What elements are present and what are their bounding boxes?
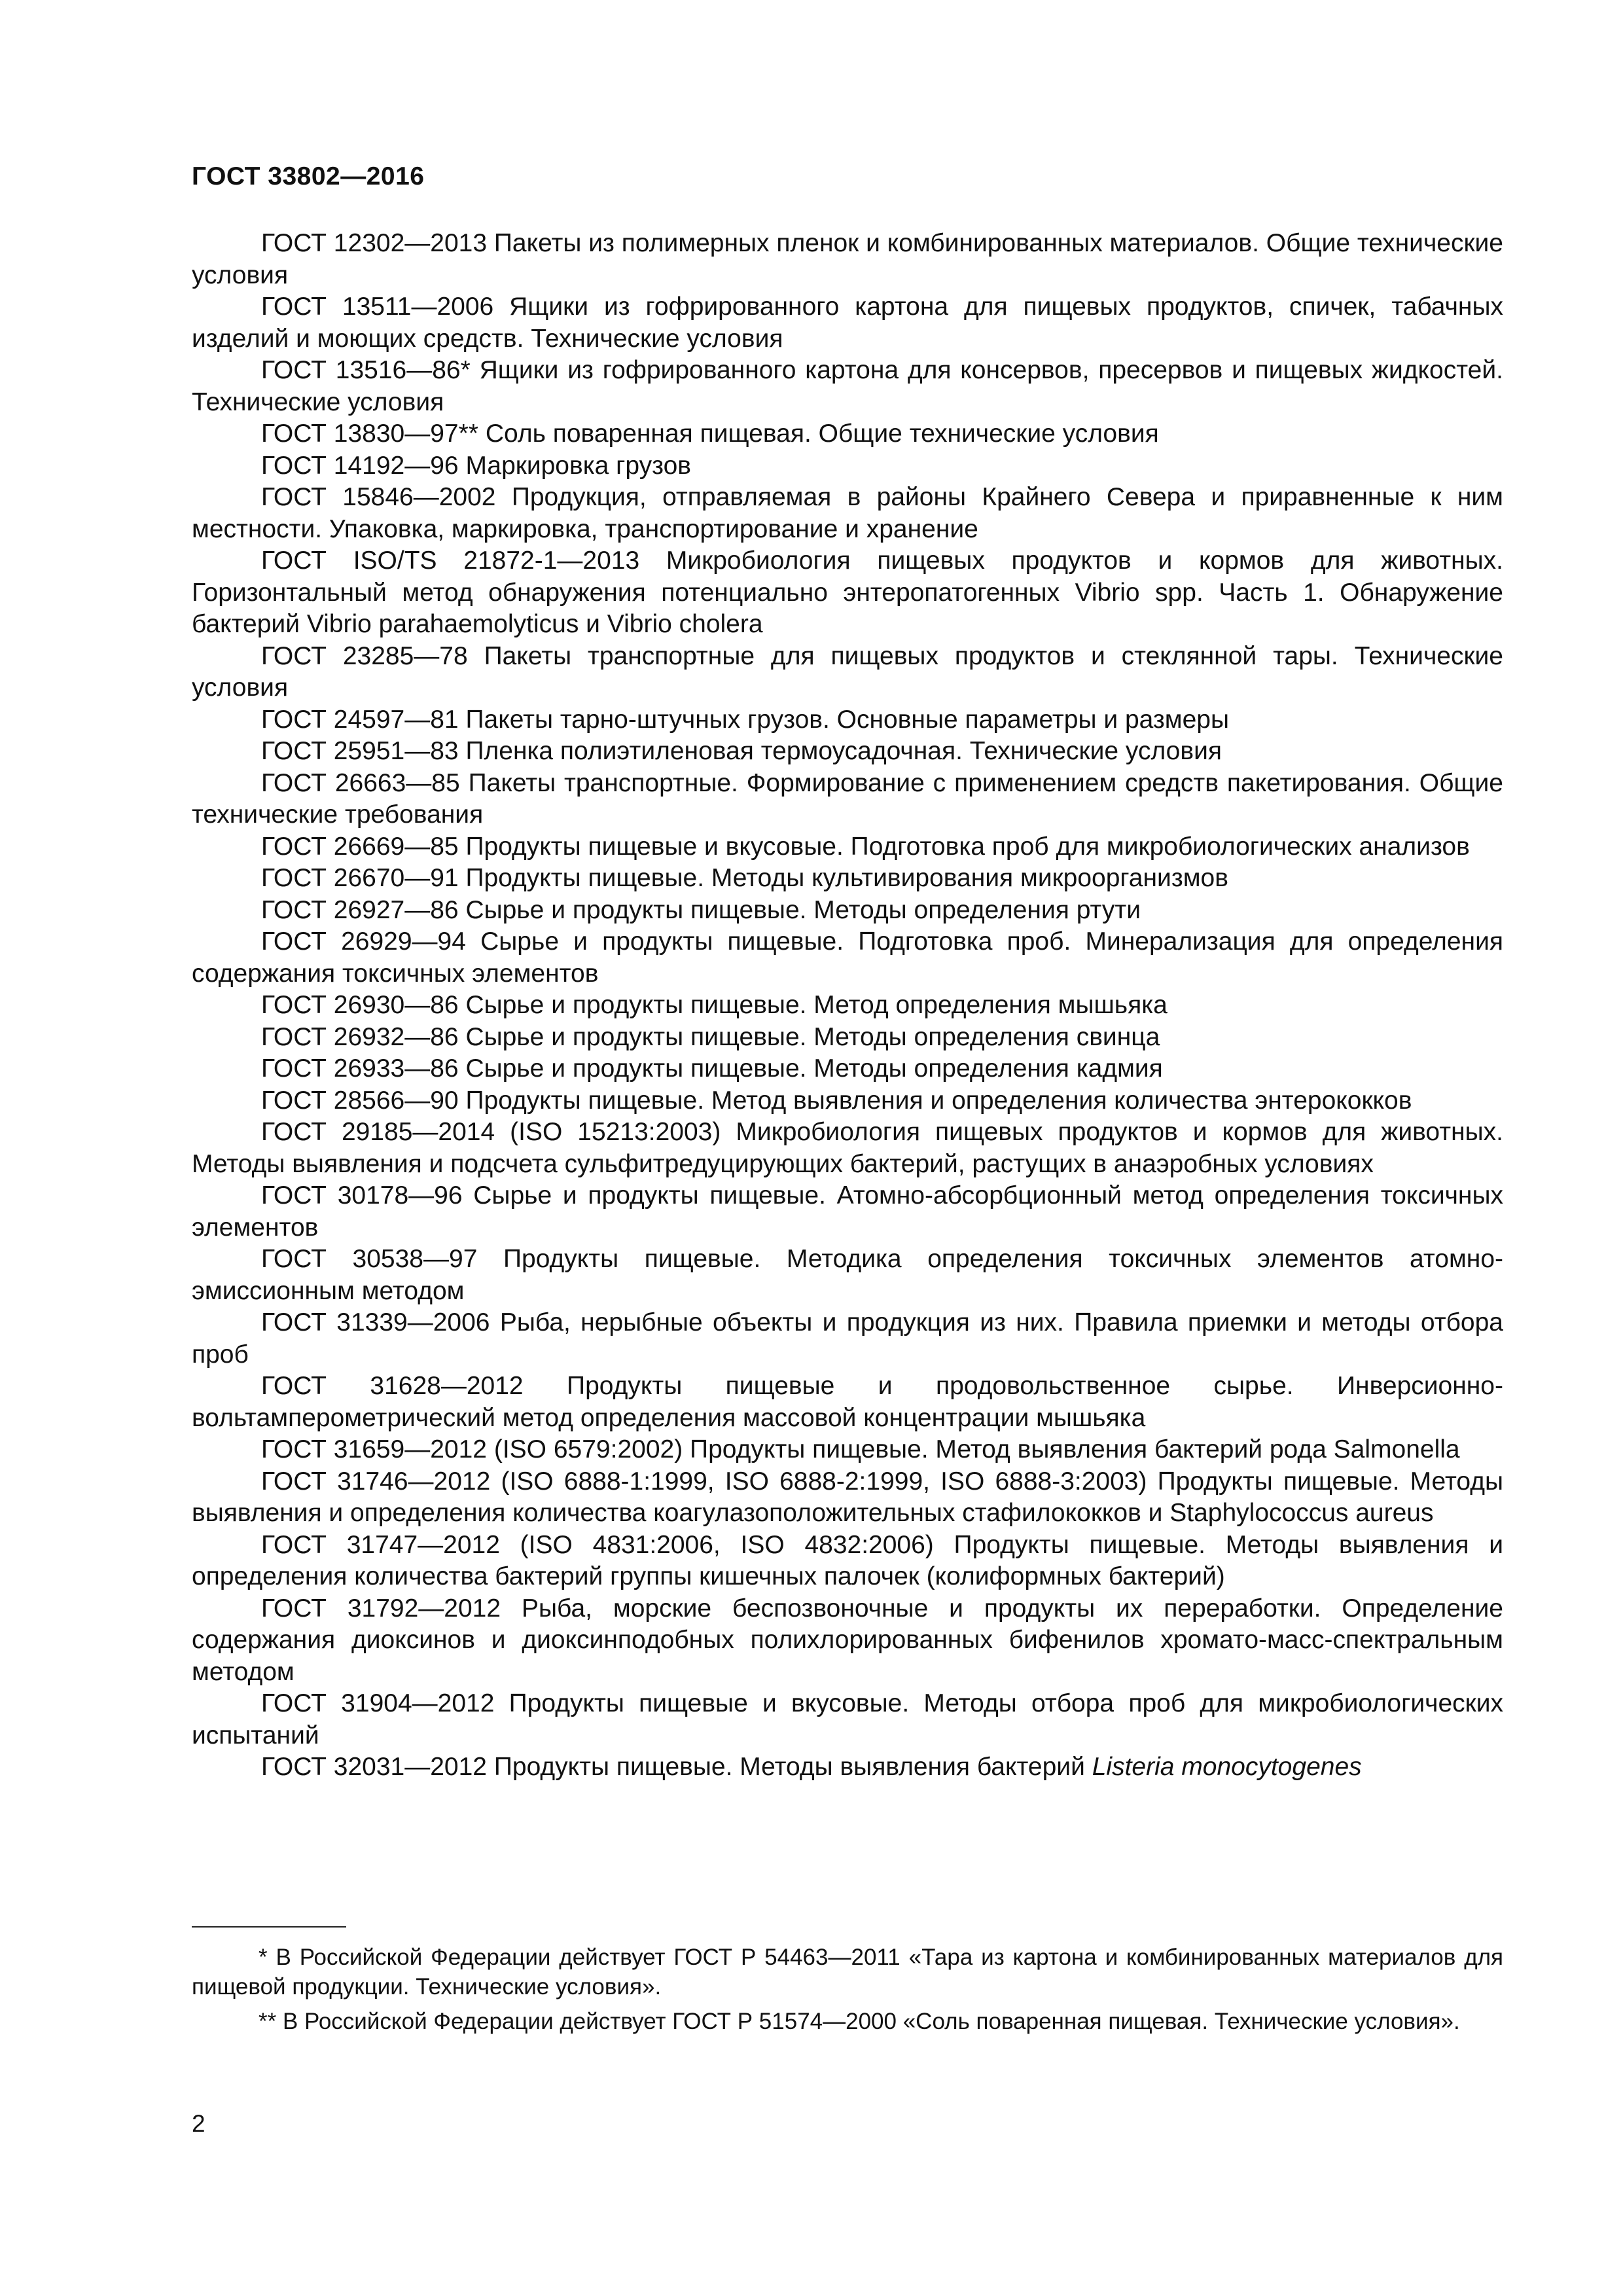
reference-code: ГОСТ 15846—2002 — [261, 483, 496, 511]
reference-code: ГОСТ 26670—91 — [261, 864, 459, 892]
reference-title: Пакеты транспортные. Формирование с применением средств пакетирования. Общие технические требования — [192, 768, 1503, 829]
reference-code: ГОСТ 12302—2013 — [261, 229, 488, 257]
reference-item — [192, 1751, 1503, 1784]
reference-code: ГОСТ 26669—85 — [261, 832, 459, 861]
reference-item — [192, 1371, 1503, 1434]
reference-item — [192, 768, 1503, 831]
reference-code: ГОСТ 26930—86 — [261, 991, 459, 1019]
reference-title: Пленка полиэтиленовая термоусадочная. Технические условия — [465, 737, 1222, 765]
reference-item — [192, 482, 1503, 545]
reference-code: ГОСТ 13830—97** — [261, 420, 478, 448]
reference-title: Продукты пищевые. Метод выявления и определения количества энтерококков — [465, 1086, 1412, 1115]
reference-code: ГОСТ 23285—78 — [261, 641, 468, 670]
reference-item — [192, 291, 1503, 355]
reference-title: Пакеты транспортные для пищевых продуктов и стеклянной тары. Технические условия — [192, 641, 1503, 702]
reference-item — [192, 1466, 1503, 1530]
reference-title: Ящики из гофрированного картона для пищевых продуктов, спичек, табачных изделий и моющих средств. Технические условия — [192, 293, 1503, 353]
reference-item — [192, 1307, 1503, 1371]
reference-item — [192, 1022, 1503, 1054]
reference-title: Продукты пищевые и продовольственное сырье. Инверсионно-вольтамперометрический метод определения массовой концентрации мышьяка — [192, 1372, 1503, 1432]
reference-title: Пакеты из полимерных пленок и комбинированных материалов. Общие технические условия — [192, 229, 1503, 289]
reference-item — [192, 736, 1503, 768]
footnote-separator — [192, 1926, 346, 1928]
reference-item — [192, 1180, 1503, 1244]
reference-title: Сырье и продукты пищевые. Методы определения ртути — [465, 895, 1141, 924]
reference-code: ГОСТ 31746—2012 (ISO 6888-1:1999, ISO 6888-2:1999, ISO 6888-3:2003) — [261, 1467, 1147, 1496]
reference-code: ГОСТ 31792—2012 — [261, 1594, 501, 1623]
reference-item — [192, 895, 1503, 927]
reference-title: Сырье и продукты пищевые. Атомно-абсорбционный метод определения токсичных элементов — [192, 1181, 1504, 1242]
reference-item — [192, 355, 1503, 418]
reference-item — [192, 1085, 1503, 1117]
reference-title: Сырье и продукты пищевые. Метод определения мышьяка — [465, 991, 1168, 1019]
reference-code: ГОСТ 30178—96 — [261, 1181, 463, 1210]
reference-code: ГОСТ 24597—81 — [261, 705, 459, 734]
reference-code: ГОСТ 31339—2006 — [261, 1308, 490, 1336]
reference-title: Рыба, морские беспозвоночные и продукты их переработки. Определение содержания диоксинов и диоксинподобных полихлорированных бифенилов хромато-масс-спектральным методом — [192, 1594, 1503, 1686]
reference-list — [192, 228, 1503, 1784]
reference-code: ГОСТ 31904—2012 — [261, 1689, 495, 1717]
footnote-item: * В Российской Федерации действует ГОСТ Р 54463—2011 «Тара из картона и комбинированных материалов для пищевой продукции. Технические условия». — [192, 1945, 1503, 2000]
reference-title: Продукты пищевые. Методы культивирования микроорганизмов — [465, 864, 1228, 892]
reference-item — [192, 1244, 1503, 1307]
reference-item — [192, 228, 1503, 291]
document-page — [192, 0, 1503, 2296]
reference-code: ГОСТ 26932—86 — [261, 1022, 459, 1051]
reference-code: ГОСТ 31747—2012 (ISO 4831:2006, ISO 4832:2006) — [261, 1530, 934, 1559]
reference-title: Маркировка грузов — [465, 451, 691, 480]
reference-code: ГОСТ 25951—83 — [261, 737, 459, 765]
reference-title: Продукты пищевые. Методы выявления и определения количества коагулазоположительных стафилококков и Staphylococcus aureus — [192, 1467, 1503, 1527]
reference-title: Соль поваренная пищевая. Общие технические условия — [485, 420, 1159, 448]
reference-item — [192, 1053, 1503, 1085]
reference-title: Сырье и продукты пищевые. Методы определения кадмия — [465, 1054, 1163, 1083]
reference-title: Продукты пищевые. Метод выявления бактерий рода Salmonella — [690, 1435, 1460, 1463]
footnotes — [192, 1943, 1503, 2041]
page-number: 2 — [192, 2110, 205, 2137]
reference-item — [192, 704, 1503, 736]
reference-code: ГОСТ 26929—94 — [261, 927, 466, 956]
reference-item — [192, 641, 1503, 704]
reference-code: ГОСТ 26927—86 — [261, 895, 459, 924]
reference-title: Продукты пищевые и вкусовые. Подготовка проб для микробиологических анализов — [465, 832, 1470, 861]
reference-italic-term: Listeria monocytogenes — [1092, 1753, 1362, 1781]
reference-code: ГОСТ 32031—2012 — [261, 1753, 488, 1781]
reference-code: ГОСТ 31628—2012 — [261, 1372, 524, 1400]
standard-header: ГОСТ 33802—2016 — [192, 162, 425, 190]
reference-item — [192, 545, 1503, 641]
reference-title: Продукты пищевые и вкусовые. Методы отбора проб для микробиологических испытаний — [192, 1689, 1503, 1749]
reference-item — [192, 1593, 1503, 1689]
reference-title: Продукты пищевые. Методы выявления и определения количества бактерий группы кишечных палочек (колиформных бактерий) — [192, 1530, 1503, 1590]
reference-item — [192, 990, 1503, 1022]
reference-code: ГОСТ 13516—86* — [261, 356, 471, 384]
reference-title: Пакеты тарно-штучных грузов. Основные параметры и размеры — [465, 705, 1230, 734]
reference-item — [192, 1117, 1503, 1180]
reference-code: ГОСТ 26663—85 — [261, 768, 460, 797]
reference-code: ГОСТ 13511—2006 — [261, 293, 494, 321]
reference-title: Рыба, нерыбные объекты и продукция из них. Правила приемки и методы отбора проб — [192, 1308, 1503, 1369]
reference-item — [192, 1530, 1503, 1593]
reference-title: Сырье и продукты пищевые. Методы определения свинца — [465, 1022, 1160, 1051]
footnote-item: ** В Российской Федерации действует ГОСТ Р 51574—2000 «Соль поваренная пищевая. Технические условия». — [259, 2009, 1460, 2034]
reference-title: Продукты пищевые. Методика определения токсичных элементов атомно-эмиссионным методом — [192, 1245, 1503, 1305]
reference-title: Микробиология пищевых продуктов и кормов для животных. Методы выявления и подсчета сульфитредуцирующих бактерий, растущих в анаэробных условиях — [192, 1118, 1503, 1178]
reference-code: ГОСТ ISO/TS 21872-1—2013 — [261, 547, 640, 575]
reference-code: ГОСТ 30538—97 — [261, 1245, 478, 1273]
reference-title: Сырье и продукты пищевые. Подготовка проб. Минерализация для определения содержания токсичных элементов — [192, 927, 1503, 988]
reference-code: ГОСТ 28566—90 — [261, 1086, 459, 1115]
reference-item — [192, 1434, 1503, 1466]
reference-title: Микробиология пищевых продуктов и кормов для животных. Горизонтальный метод обнаружения потенциально энтеропатогенных Vibrio spp. Часть 1. Обнаружение бактерий Vibrio parahaemolyticus и Vibrio cholera — [192, 547, 1503, 638]
reference-code: ГОСТ 14192—96 — [261, 451, 459, 480]
reference-title: Продукция, отправляемая в районы Крайнего Севера и приравненные к ним местности. Упаковка, маркировка, транспортирование и хранение — [192, 483, 1503, 543]
reference-code: ГОСТ 29185—2014 (ISO 15213:2003) — [261, 1118, 721, 1146]
reference-code: ГОСТ 26933—86 — [261, 1054, 459, 1083]
reference-item — [192, 418, 1503, 450]
reference-item — [192, 450, 1503, 482]
reference-code: ГОСТ 31659—2012 (ISO 6579:2002) — [261, 1435, 683, 1463]
reference-title: Ящики из гофрированного картона для консервов, пресервов и пищевых жидкостей. Технические условия — [192, 356, 1503, 416]
reference-item — [192, 831, 1503, 863]
reference-title: Продукты пищевые. Методы выявления бактерий — [493, 1753, 1085, 1781]
reference-item — [192, 863, 1503, 895]
reference-item — [192, 926, 1503, 990]
reference-item — [192, 1688, 1503, 1751]
